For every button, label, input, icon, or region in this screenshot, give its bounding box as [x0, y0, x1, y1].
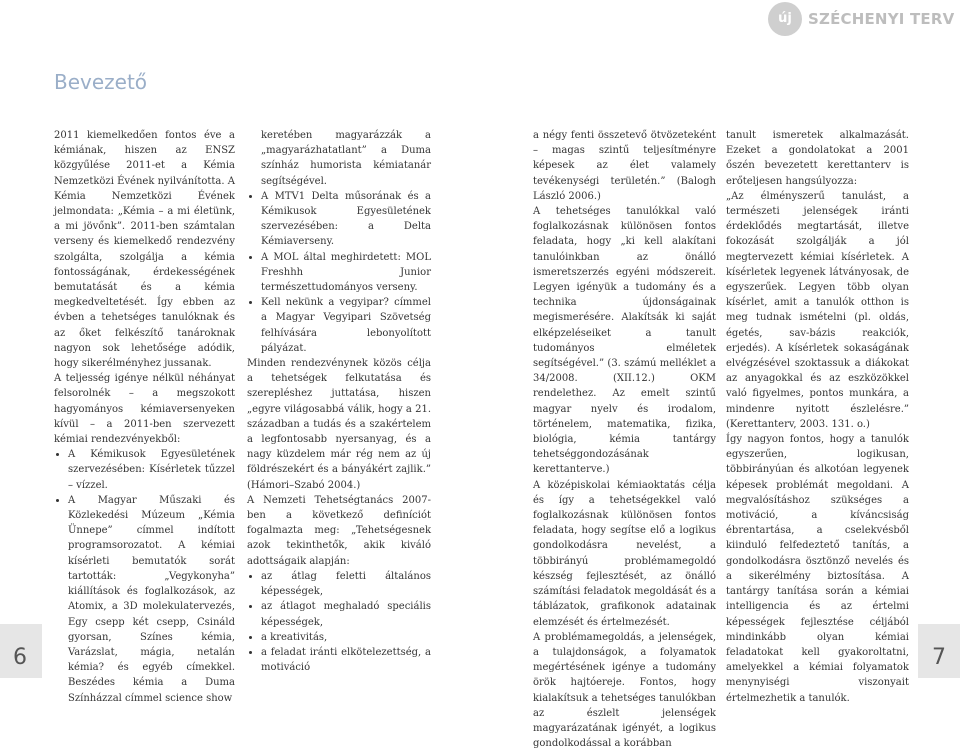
list-item: • A MOL által meghirdetett: MOL Freshhh Junior természettudományos verseny. — [261, 250, 431, 296]
logo-text: SZÉCHENYI TERV — [808, 10, 955, 28]
svg-text:új: új — [778, 11, 792, 26]
column-3 — [533, 128, 716, 751]
list-item: • a feladat iránti elkötelezettség, a motiváció — [261, 645, 431, 675]
page-title: Bevezető — [54, 70, 148, 94]
szechenyi-terv-logo — [768, 2, 955, 40]
column-1 — [54, 128, 235, 706]
paragraph: A középiskolai kémiaoktatás célja és így a tehetségekkel való foglalkozásnak különösen fontos feladata, hogy segítse elő a logikus gondolkodásra nevelést, a többirányú problémamegoldó készség fejlesztését, az önálló számítási feladatok megoldását és a táblázatok, grafikonok adatainak elemzését és értelmezését. — [533, 479, 716, 628]
column-4 — [726, 128, 909, 706]
bullet-list — [247, 128, 431, 356]
list-item: • a kreativitás, — [261, 630, 431, 645]
list-item: • A Kémikusok Egyesületének szervezésében: Kísérletek tűzzel – vízzel. — [68, 447, 235, 493]
column-2 — [247, 128, 431, 675]
list-item: • Kell nekünk a vegyipar? címmel a Magyar Vegyipari Szövetség felhívására lebonyolított pályázat. — [261, 295, 431, 356]
paragraph: A Nemzeti Tehetségtanács 2007-ben a következő definíciót fogalmazta meg: „Tehetségesnek azok tekinthetők, akik kiváló adottságaik alapján: — [247, 494, 431, 567]
paragraph: 2011 kiemelkedően fontos éve a kémiának, hiszen az ENSZ közgyűlése 2011-et a Kémia Nemzetközi Évének nyilvánította. A Kémia Nemzetközi Évének jelmondata: „Kémia – a mi életünk, a mi jövőnk”. 2011-ben számtalan verseny és kiemelkedő rendezvény szolgálta, szolgálja a kémia fontosságának, érdekességének bemutatását és a kémia megkedveltetését. Így ebben az évben a tehetséges tanulóknak és az őket felkészítő tanároknak nagyon sok lehetősége adódik, hogy sikerélményhez jussanak. — [54, 130, 235, 370]
bullet-list — [54, 447, 235, 705]
paragraph: a négy fenti összetevő ötvözeteként – magas szintű teljesítményre képesek az élet valamely tevékenységi területén.” (Balogh László 2006.) — [533, 130, 716, 202]
paragraph: tanult ismeretek alkalmazását. Ezeket a gondolatokat a 2001 őszén bevezetett kerettanterv is erőteljesen hangsúlyozza: — [726, 130, 909, 187]
page-number-right-box — [918, 624, 960, 678]
page-number-left-box — [0, 624, 42, 678]
list-item: • A MTV1 Delta műsorának és a Kémikusok Egyesületének szervezésében: a Delta Kémiaverseny. — [261, 189, 431, 250]
paragraph: Így nagyon fontos, hogy a tanulók egyszerűen, logikusan, többirányúan és alkotóan legyenek képesek problémát megoldani. A megvalósításhoz szükséges a motiváció, a kíváncsiság ébrentartása, a cselekvésből kiinduló felfedeztető tanítás, a gondolkodásra ösztönző nevelés és a sikerélmény biztosítása. A tantárgy tanítása során a kémiai intelligencia és az értelmi képességek fejlesztése céljából mindinkább olyan kémiai feladatokat kell gyakoroltatni, amelyekkel a kémiai folyamatok menynyiségi viszonyait értelmezhetik a tanulók. — [726, 434, 909, 704]
location-pin-icon — [768, 2, 802, 36]
list-item: • A Magyar Műszaki és Közlekedési Múzeum „Kémia Ünnepe” címmel indított programsorozatot. A kémiai kísérleti bemutatók sorát tartották: „Vegykonyha” kiállítások és foglalkozások, az Atomix, a 3D molekulatervezés, Egy csepp két csepp, Csináld gyorsan, Színes kémia, Varázslat, mágia, netalán kémia? és egyéb címekkel. Beszédes kémia a Duma Színházzal címmel science show — [68, 493, 235, 706]
paragraph: A problémamegoldás, a jelenségek, a tulajdonságok, a folyamatok megértésének igénye a tudomány örök hajtóereje. Fontos, hogy kialakítsuk a tehetséges tanulókban az észlelt jelenségek magyarázatának igényét, a logikus gondolkodással a korábban — [533, 631, 716, 750]
page-number-left: 6 — [13, 645, 27, 670]
list-item: • az átlag feletti általános képességek, — [261, 569, 431, 599]
paragraph: A tehetséges tanulókkal való foglalkozásnak különösen fontos feladata, hogy „ki kell alakítani tanulóinkban az önálló ismeretszerzés egyéni módszereit. Legyen igényük a tudomány és a technika újdonságainak megismerésére. Alakítsák ki saját elképzeléseiket a tanult tudományos elméletek segítségével.” (3. számú melléklet a 34/2008. (XII.12.) OKM rendelethez. Az emelt szintű magyar nyelv és irodalom, történelem, matematika, fizika, biológia, kémia tantárgy tehetséggondozásának kerettanterve.) — [533, 206, 716, 476]
list-item-continued: keretében magyarázzák a „magyarázhatatlant” a Duma színház humorista kémiatanár segítségével. — [261, 130, 431, 187]
list-item: • az átlagot meghaladó speciális képességek, — [261, 599, 431, 629]
paragraph: A teljesség igénye nélkül néhányat felsorolnék – a megszokott hagyományos kémiaversenyeken kívül – a 2011-ben szervezett kémiai rendezvényekből: — [54, 373, 235, 446]
paragraph: „Az élményszerű tanulást, a természeti jelenségek iránti érdeklődés megtartását, illetve fokozását szolgálják a jól megtervezett kémiai kísérletek. A kísérletek legyenek látványosak, de egyszerűek. Legyen több olyan kísérlet, amit a tanulók otthon is meg tudnak ismételni (pl. oldás, égetés, sav-bázis reakciók, erjedés). A kísérletek sokaságának elvégzésével szoktassuk a diákokat az anyagokkal és az eszközökkel való figyelmes, pontos munkára, a mindenre nyitott észlelésre.” (Kerettanterv, 2003. 131. o.) — [726, 190, 909, 430]
bullet-list — [247, 569, 431, 675]
page-number-right: 7 — [932, 645, 946, 670]
paragraph: Minden rendezvénynek közös célja a tehetségek felkutatása és szerepléshez juttatása, hiszen „egyre világosabbá válik, hogy a 21. században a tudás és a szakértelem a legfontosabb nyersanyag, és a nagy küzdelem már rég nem az új földrészekért és a bányákért zajlik.” (Hámori–Szabó 2004.) — [247, 358, 431, 491]
